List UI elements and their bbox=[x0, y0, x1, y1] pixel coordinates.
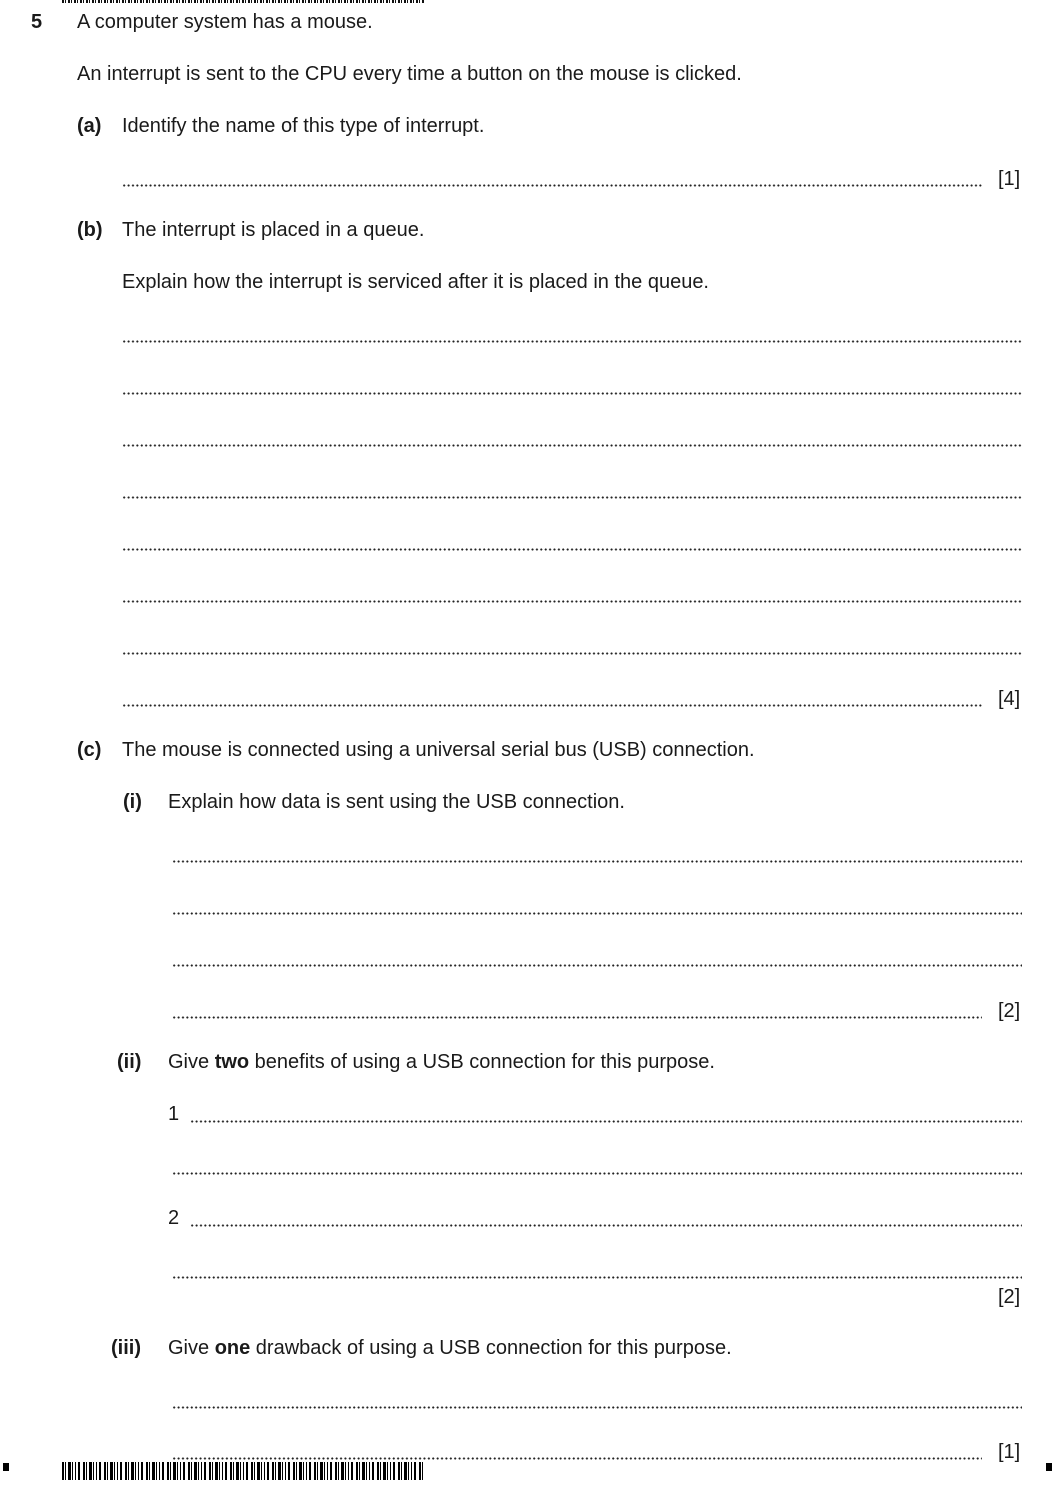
part-b-label: (b) bbox=[77, 219, 103, 241]
answer-line-c-ii-1a[interactable] bbox=[190, 1120, 1022, 1123]
answer-line-b-3[interactable] bbox=[122, 444, 1022, 447]
answer-line-c-ii-2a[interactable] bbox=[190, 1224, 1022, 1227]
part-c-iii-prompt: Give one drawback of using a USB connection for this purpose. bbox=[168, 1337, 732, 1359]
left-corner-registration-mark bbox=[3, 1463, 9, 1471]
answer-line-c-i-3[interactable] bbox=[172, 964, 1022, 967]
question-stem-line-2: An interrupt is sent to the CPU every time a button on the mouse is clicked. bbox=[77, 63, 742, 85]
part-c-i-prompt: Explain how data is sent using the USB connection. bbox=[168, 791, 625, 813]
footer-barcode bbox=[62, 1462, 424, 1480]
part-a-marks: [1] bbox=[998, 168, 1021, 190]
right-corner-registration-mark bbox=[1046, 1463, 1052, 1471]
answer-line-c-ii-2b[interactable] bbox=[172, 1276, 1022, 1279]
answer-line-c-i-4[interactable] bbox=[172, 1016, 982, 1019]
answer-line-b-6[interactable] bbox=[122, 600, 1022, 603]
part-c-ii-label: (ii) bbox=[117, 1051, 142, 1073]
part-c-prompt: The mouse is connected using a universal serial bus (USB) connection. bbox=[122, 739, 755, 761]
part-c-ii-marks: [2] bbox=[998, 1286, 1021, 1308]
answer-line-b-5[interactable] bbox=[122, 548, 1022, 551]
answer-line-b-1[interactable] bbox=[122, 340, 1022, 343]
top-barcode-strip bbox=[62, 0, 424, 3]
answer-line-b-8[interactable] bbox=[122, 704, 982, 707]
part-a-label: (a) bbox=[77, 115, 102, 137]
answer-line-c-i-1[interactable] bbox=[172, 860, 1022, 863]
answer-line-c-iii-1[interactable] bbox=[172, 1406, 1022, 1409]
answer-line-b-7[interactable] bbox=[122, 652, 1022, 655]
part-c-iii-marks: [1] bbox=[998, 1441, 1021, 1463]
benefit-2-number: 2 bbox=[168, 1207, 180, 1229]
part-b-prompt-2: Explain how the interrupt is serviced after it is placed in the queue. bbox=[122, 271, 709, 293]
part-c-iii-label: (iii) bbox=[111, 1337, 141, 1359]
answer-line-a[interactable] bbox=[122, 184, 982, 187]
question-number: 5 bbox=[31, 11, 43, 33]
part-c-ii-prompt: Give two benefits of using a USB connection for this purpose. bbox=[168, 1051, 715, 1073]
part-b-marks: [4] bbox=[998, 688, 1021, 710]
answer-line-c-i-2[interactable] bbox=[172, 912, 1022, 915]
part-c-i-marks: [2] bbox=[998, 1000, 1021, 1022]
answer-line-b-4[interactable] bbox=[122, 496, 1022, 499]
part-b-prompt-1: The interrupt is placed in a queue. bbox=[122, 219, 425, 241]
question-stem-line-1: A computer system has a mouse. bbox=[77, 11, 373, 33]
answer-line-c-ii-1b[interactable] bbox=[172, 1172, 1022, 1175]
part-c-label: (c) bbox=[77, 739, 102, 761]
answer-line-c-iii-2[interactable] bbox=[172, 1457, 982, 1460]
part-c-i-label: (i) bbox=[123, 791, 142, 813]
benefit-1-number: 1 bbox=[168, 1103, 180, 1125]
part-a-prompt: Identify the name of this type of interrupt. bbox=[122, 115, 485, 137]
answer-line-b-2[interactable] bbox=[122, 392, 1022, 395]
